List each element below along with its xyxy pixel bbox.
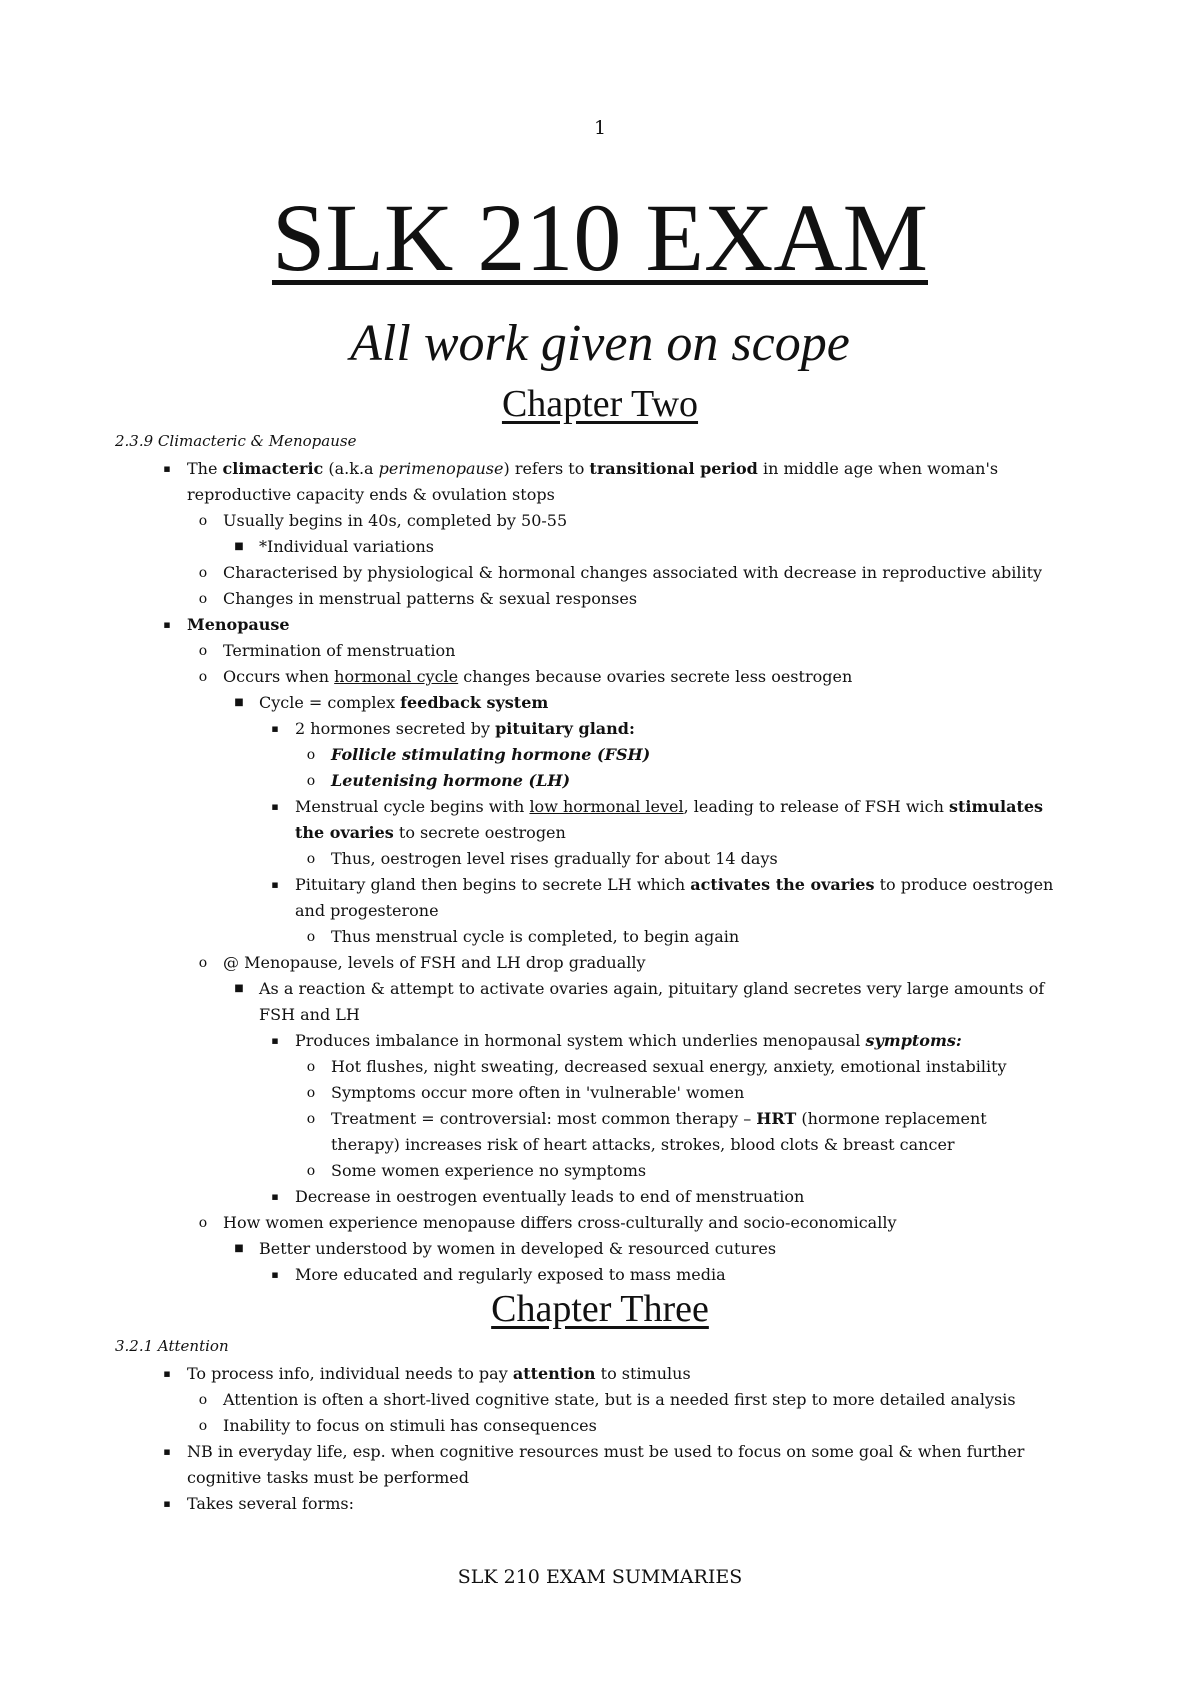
list-item: o @ Menopause, levels of FSH and LH drop gradually (198, 953, 646, 972)
list-item: o Inability to focus on stimuli has consequences (198, 1416, 597, 1435)
list-item: ▪ NB in everyday life, esp. when cognitive resources must be used to focus on some goal & when further (163, 1442, 1025, 1461)
list-item: o Thus menstrual cycle is completed, to begin again (306, 927, 740, 946)
list-item: ■ Better understood by women in developed & resourced cutures (234, 1239, 777, 1258)
list-item-continuation: the ovaries to secrete oestrogen (295, 823, 566, 842)
list-item-continuation: therapy) increases risk of heart attacks, strokes, blood clots & breast cancer (331, 1135, 955, 1154)
list-item: o Treatment = controversial: most common therapy – HRT (hormone replacement (306, 1109, 987, 1128)
list-item: o How women experience menopause differs cross-culturally and socio-economically (198, 1213, 897, 1232)
section-heading: 2.3.9 Climacteric & Menopause (115, 432, 357, 450)
list-item: ▪ 2 hormones secreted by pituitary gland: (271, 719, 635, 738)
list-item: o Follicle stimulating hormone (FSH) (306, 745, 651, 764)
list-item: ▪ More educated and regularly exposed to mass media (271, 1265, 726, 1284)
list-item: ▪ Takes several forms: (163, 1494, 354, 1513)
list-item: ■ *Individual variations (234, 537, 435, 556)
list-item-continuation: reproductive capacity ends & ovulation stops (187, 485, 555, 504)
list-item: ▪ Menopause (163, 615, 290, 634)
list-item-continuation: cognitive tasks must be performed (187, 1468, 470, 1487)
list-item: ▪ The climacteric (a.k.a perimenopause) refers to transitional period in middle age when woman's (163, 459, 999, 478)
chapter-three-heading: Chapter Three (491, 1288, 709, 1330)
list-item: o Leutenising hormone (LH) (306, 771, 571, 790)
list-item-continuation: and progesterone (295, 901, 439, 920)
list-item: o Symptoms occur more often in 'vulnerable' women (306, 1083, 745, 1102)
section-heading: 3.2.1 Attention (115, 1337, 229, 1355)
list-item: o Characterised by physiological & hormonal changes associated with decrease in reproductive ability (198, 563, 1043, 582)
list-item: o Attention is often a short-lived cognitive state, but is a needed first step to more detailed analysis (198, 1390, 1016, 1409)
list-item-continuation: FSH and LH (259, 1005, 360, 1024)
list-item: ▪ Produces imbalance in hormonal system which underlies menopausal symptoms: (271, 1031, 962, 1050)
list-item: ▪ To process info, individual needs to pay attention to stimulus (163, 1364, 691, 1383)
list-item: o Some women experience no symptoms (306, 1161, 647, 1180)
list-item: ■ As a reaction & attempt to activate ovaries again, pituitary gland secretes very large amounts of (234, 979, 1045, 998)
list-item: o Thus, oestrogen level rises gradually for about 14 days (306, 849, 778, 868)
list-item: ■ Cycle = complex feedback system (234, 693, 549, 712)
list-item: o Changes in menstrual patterns & sexual responses (198, 589, 638, 608)
page-number: 1 (593, 117, 607, 139)
chapter-two-heading: Chapter Two (501, 383, 699, 425)
list-item: o Termination of menstruation (198, 641, 456, 660)
document-subtitle: All work given on scope (350, 315, 850, 372)
list-item: ▪ Menstrual cycle begins with low hormonal level, leading to release of FSH wich stimulates (271, 797, 1044, 816)
document-title: SLK 210 EXAM (271, 184, 928, 291)
list-item: o Hot flushes, night sweating, decreased sexual energy, anxiety, emotional instability (306, 1057, 1007, 1076)
list-item: ▪ Decrease in oestrogen eventually leads to end of menstruation (271, 1187, 805, 1206)
page-footer: SLK 210 EXAM SUMMARIES (457, 1566, 743, 1588)
list-item: ▪ Pituitary gland then begins to secrete LH which activates the ovaries to produce oestrogen (271, 875, 1054, 894)
list-item: o Occurs when hormonal cycle changes because ovaries secrete less oestrogen (198, 667, 853, 686)
list-item: o Usually begins in 40s, completed by 50-55 (198, 511, 568, 530)
